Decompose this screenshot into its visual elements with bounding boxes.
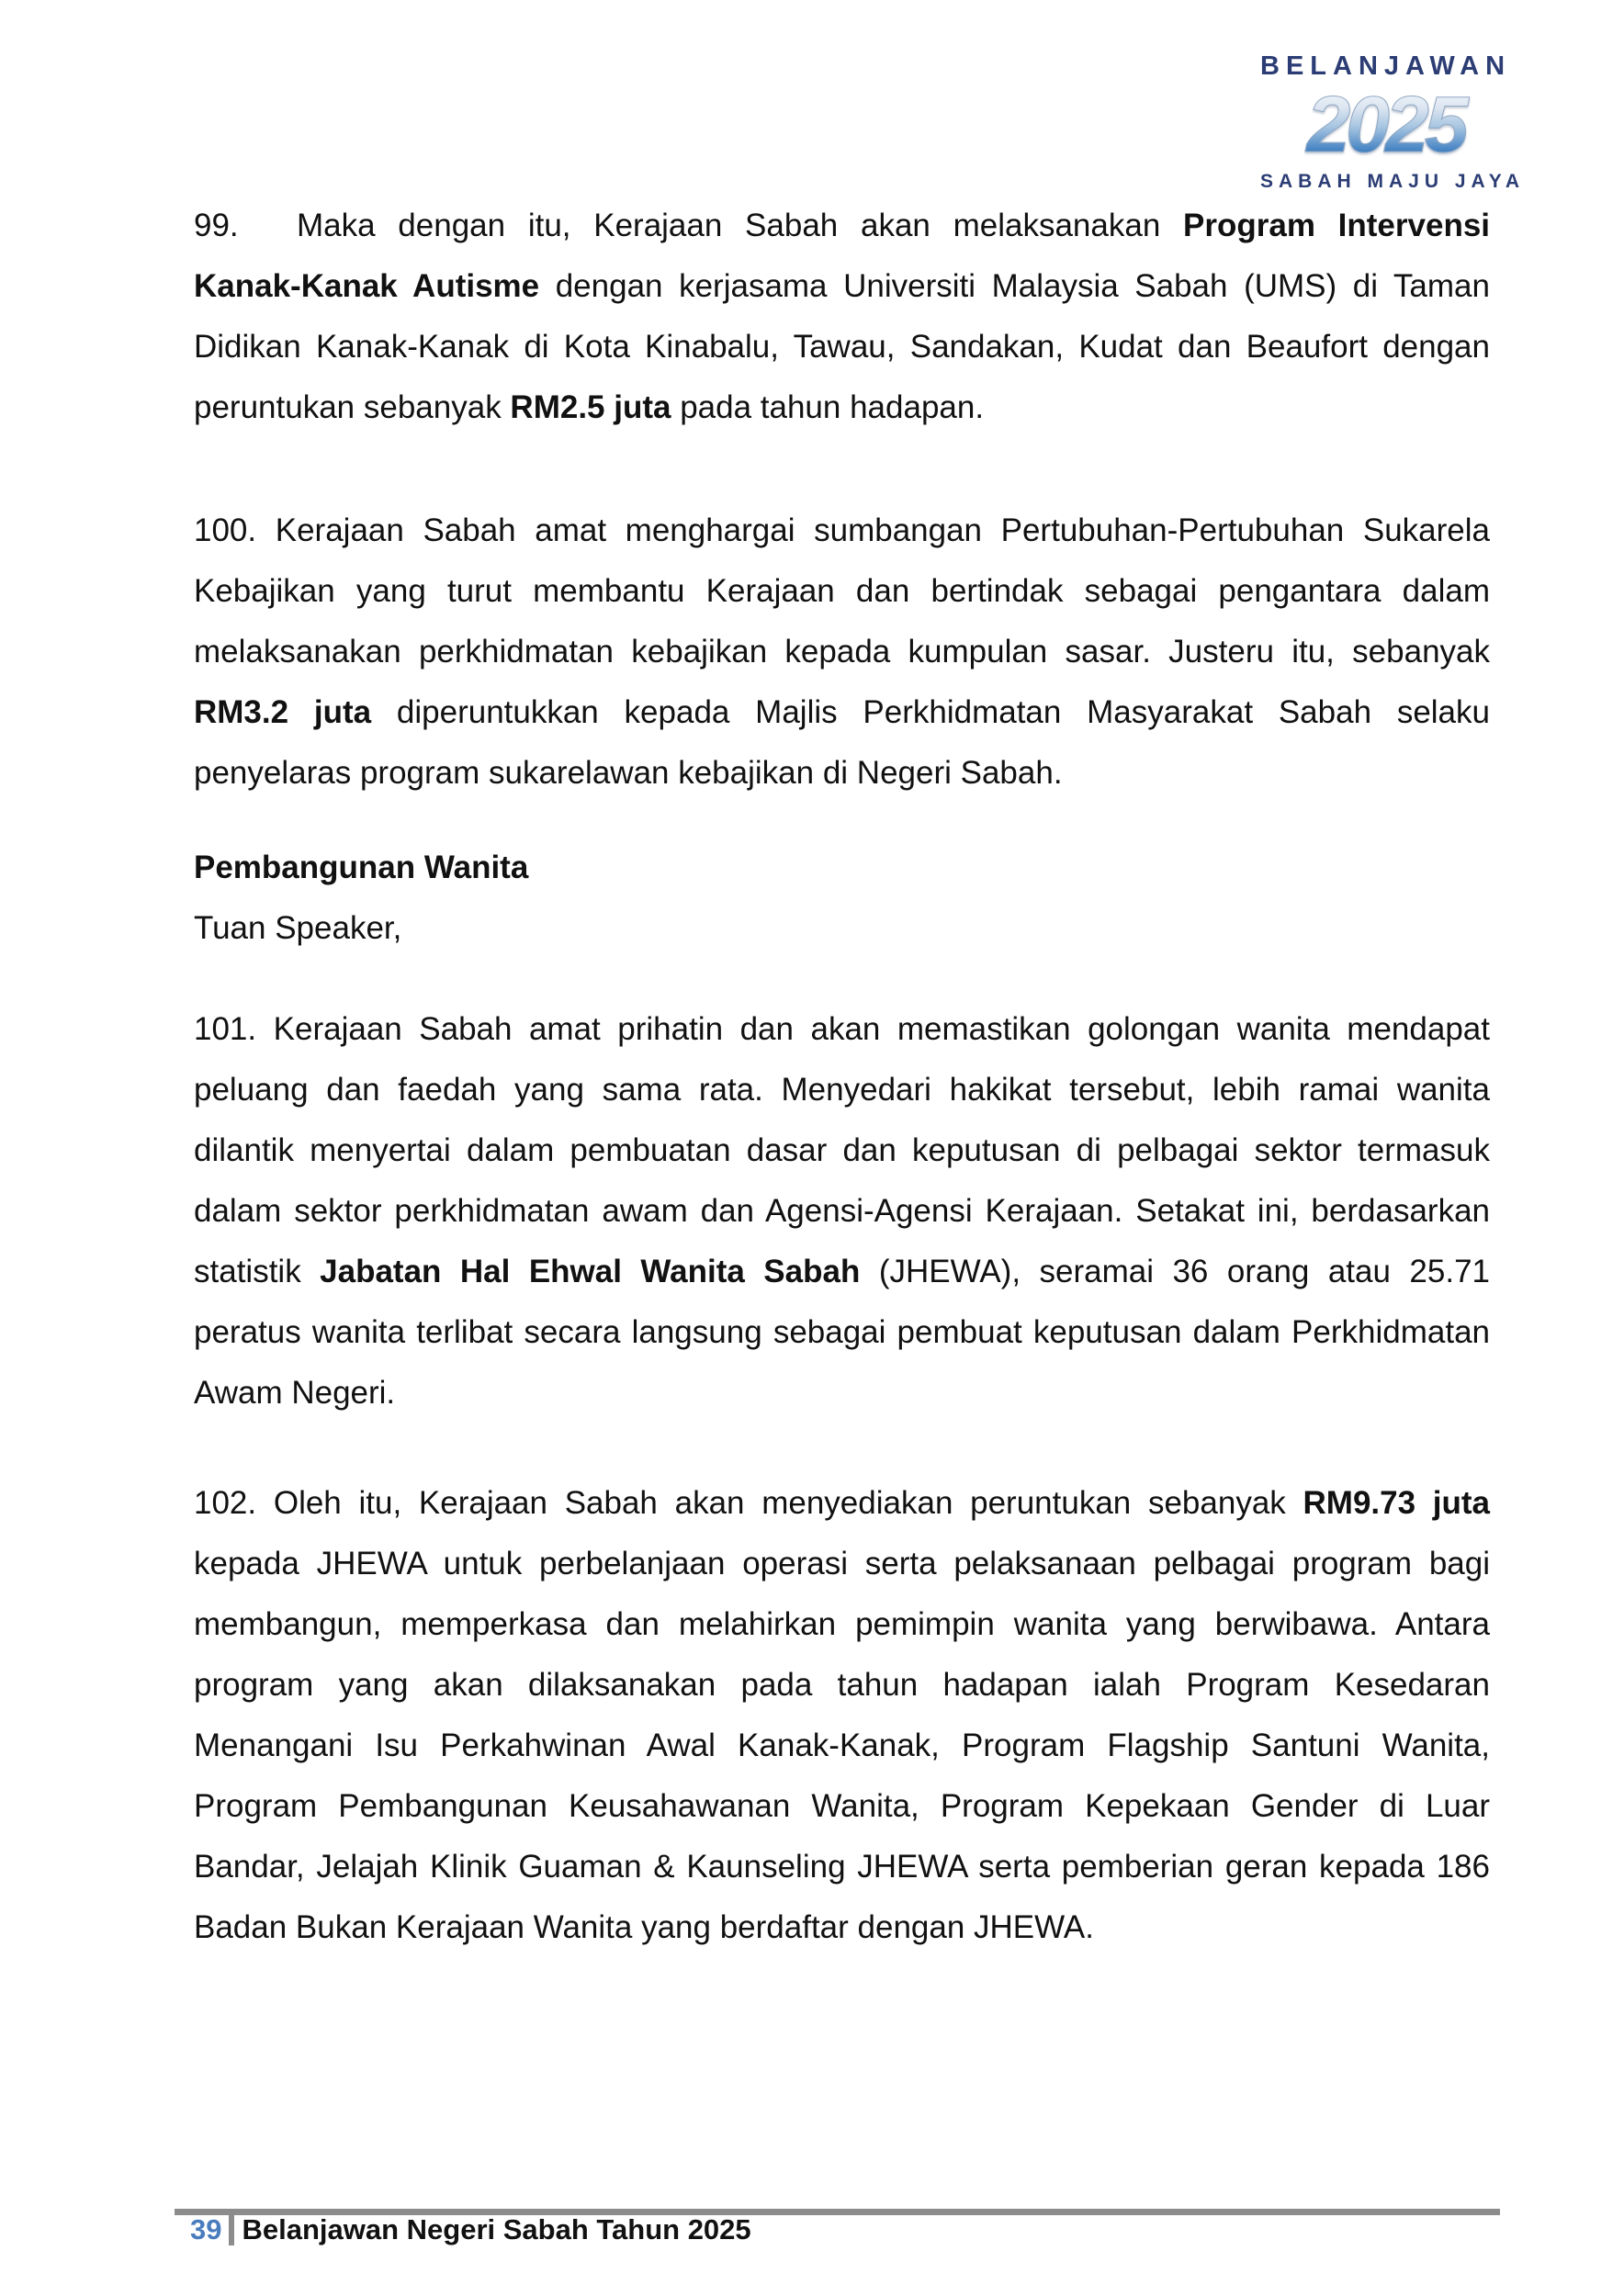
belanjawan-2025-logo (1260, 51, 1526, 192)
text-run: Oleh itu, Kerajaan Sabah akan menyediakan peruntukan sebanyak (273, 1485, 1303, 1521)
salutation: Tuan Speaker, (194, 910, 402, 946)
bold-text-run: Program Intervensi Kanak-Kanak Autisme (194, 208, 1491, 304)
paragraph-number: 99. (194, 208, 239, 243)
text-run: kepada JHEWA untuk perbelanjaan operasi serta pelaksanaan pelbagai program bagi membangun, memperkasa dan melahirkan pemimpin wanita yang berwibawa. Antara program yang akan dilaksanakan pada tahun hadapan ialah Program Kesedaran Menangani Isu Perkahwinan Awal Kanak-Kanak, Program Flagship Santuni Wanita, Program Pembangunan Keusahawanan Wanita, Program Kepekaan Gender di Luar Bandar, Jelajah Klinik Guaman & Kaunseling JHEWA serta pemberian geran kepada 186 Badan Bukan Kerajaan Wanita yang berdaftar dengan JHEWA. (194, 1546, 1490, 1945)
bold-text-run: RM3.2 juta (194, 694, 372, 730)
document-body (194, 196, 1490, 1958)
paragraph-101 (194, 999, 1490, 1424)
text-run: Kerajaan Sabah amat menghargai sumbangan Pertubuhan-Pertubuhan Sukarela Kebajikan yang turut membantu Kerajaan dan bertindak sebagai pengantara dalam melaksanakan perkhidmatan kebajikan kepada kumpulan sasar. Justeru itu, sebanyak (194, 512, 1490, 670)
paragraph-99 (194, 196, 1490, 438)
logo-tagline: SABAH MAJU JAYA (1260, 171, 1526, 192)
text-run: (JHEWA), seramai 36 orang atau 25.71 peratus wanita terlibat secara langsung sebagai pembuat keputusan dalam Perkhidmatan Awam Negeri. (194, 1254, 1491, 1411)
logo-year: 2025 (1260, 85, 1510, 164)
paragraph-number: 101. (194, 1011, 257, 1047)
text-run: diperuntukkan kepada Majlis Perkhidmatan Masyarakat Sabah selaku penyelaras program sukarelawan kebajikan di Negeri Sabah. (194, 694, 1490, 791)
logo-title: BELANJAWAN (1260, 51, 1512, 81)
text-run: pada tahun hadapan. (671, 389, 985, 425)
paragraph-number: 102. (194, 1485, 257, 1521)
page-number: 39 (190, 2213, 222, 2245)
text-run: dengan kerjasama Universiti Malaysia Sabah (UMS) di Taman Didikan Kanak-Kanak di Kota Kinabalu, Tawau, Sandakan, Kudat dan Beaufort dengan peruntukan sebanyak (194, 268, 1490, 425)
paragraph-100 (194, 501, 1490, 804)
page-footer (190, 2213, 751, 2246)
footer-separator (229, 2214, 234, 2245)
bold-text-run: Jabatan Hal Ehwal Wanita Sabah (320, 1254, 861, 1289)
text-run: Maka dengan itu, Kerajaan Sabah akan melaksanakan (297, 208, 1184, 243)
bold-text-run: RM9.73 juta (1303, 1485, 1491, 1521)
bold-text-run: RM2.5 juta (510, 389, 671, 425)
text-run: Kerajaan Sabah amat prihatin dan akan memastikan golongan wanita mendapat peluang dan faedah yang sama rata. Menyedari hakikat tersebut, lebih ramai wanita dilantik menyertai dalam pembuatan dasar dan keputusan di pelbagai sektor termasuk dalam sektor perkhidmatan awam dan Agensi-Agensi Kerajaan. Setakat ini, berdasarkan statistik (194, 1011, 1490, 1289)
section-heading: Pembangunan Wanita (194, 850, 529, 885)
paragraph-102 (194, 1473, 1490, 1958)
paragraph-number: 100. (194, 512, 257, 548)
footer-title: Belanjawan Negeri Sabah Tahun 2025 (242, 2213, 751, 2245)
